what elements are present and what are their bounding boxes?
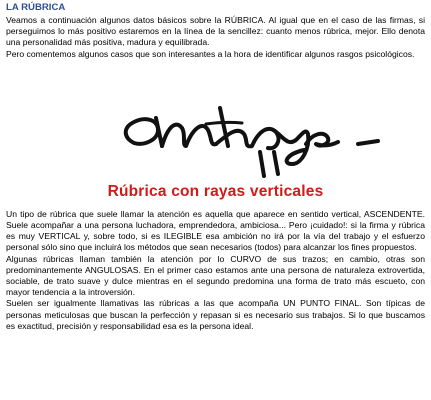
body-paragraph-3: Suelen ser igualmente llamativas las rúbricas a las que acompaña UN PUNTO FINAL. Son típicas de personas meticulosas que buscan la perfección y repasan si es necesario sus trabajos. Si lo que buscamos es exactitud, precisión y responsabilidad esa es la persona ideal.: [6, 298, 425, 331]
intro-paragraph-1: Veamos a continuación algunos datos básicos sobre la RÚBRICA. Al igual que en el caso de las firmas, si perseguimos lo más positivo estaremos en la línea de la sencillez: cuanto menos rúbrica, mejor. Ello denota una personalidad más positiva, madura y equilibrada.: [6, 15, 425, 48]
figure-caption: Rúbrica con rayas verticales: [107, 182, 324, 200]
article-heading: LA RÚBRICA: [6, 2, 66, 13]
body-paragraph-1: Un tipo de rúbrica que suele llamar la atención es aquella que aparece en sentido vertical, ASCENDENTE. Suele acompañar a una persona luchadora, emprendedora, ambiciosa... Pero ¡cuidado!: si la firma y rúbrica es muy VERTICAL y, sobre todo, si es ILEGIBLE esa ambición no irá por la vía del trabajo y el esfuerzo personal sólo sino que incluirá los métodos que sean necesarios (todos) para alcanzar los fines propuestos.: [6, 208, 425, 253]
article-body: [6, 209, 425, 332]
signature-figure: [6, 68, 425, 203]
signature-strokes: [126, 108, 378, 176]
body-paragraph-2: Algunas rúbricas llaman también la atención por lo CURVO de sus trazos; en cambio, otras son predominantemente ANGULOSAS. En el primer caso estamos ante una persona de naturaleza extrovertida, sociable, de trato suave y dulce mientras en el segundo predomina una forma de trato más escueto, con mayor tendencia a la introversión.: [6, 253, 425, 298]
intro-paragraph-2: Pero comentemos algunos casos que son interesantes a la hora de identificar algunos rasgos psicológicos.: [6, 48, 415, 59]
